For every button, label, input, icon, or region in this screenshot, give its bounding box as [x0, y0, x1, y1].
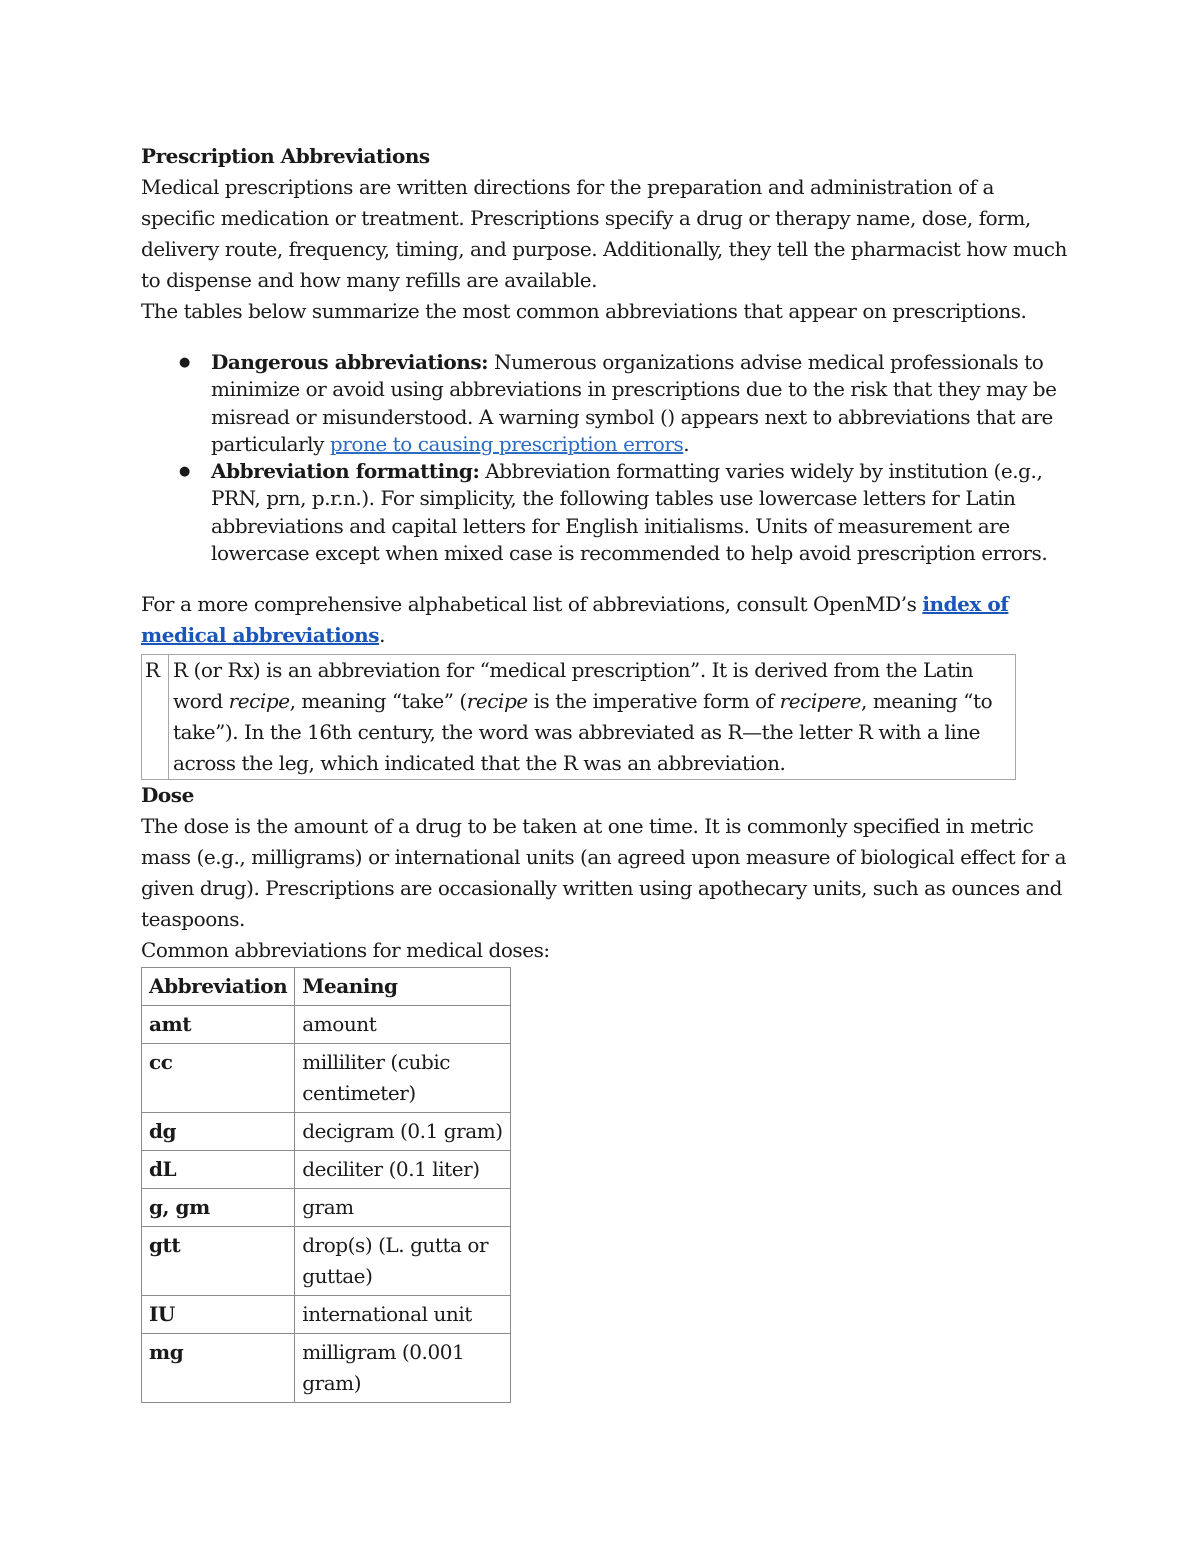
bullet-text: Abbreviation formatting varies widely by institution (e.g., PRN, prn, p.r.n.). For simplicity, the following tables use lowercase letters for Latin abbreviations and capital letters for English initialisms. Units of measurement are lowercase except when mixed case is recommended to help avoid prescription errors. [211, 459, 1048, 566]
meaning-cell: drop(s) (L. gutta or guttae) [295, 1227, 511, 1296]
abbreviation-cell: dg [142, 1113, 295, 1151]
more-info-punct: . [379, 623, 385, 648]
abbreviation-cell: cc [142, 1044, 295, 1113]
summary-paragraph: The tables below summarize the most common abbreviations that appear on prescriptions. [141, 299, 1027, 323]
dose-heading: Dose [141, 783, 194, 808]
rx-symbol: R [142, 655, 169, 780]
abbreviation-cell: g, gm [142, 1189, 295, 1227]
notes-list [141, 349, 1071, 567]
more-info-text: For a more comprehensive alphabetical list of abbreviations, consult OpenMD’s [141, 592, 923, 617]
dose-table [141, 967, 511, 1403]
rx-row [142, 655, 1016, 780]
prescription-errors-link[interactable]: prone to causing prescription errors [329, 431, 684, 456]
bullet-text: Numerous organizations advise medical professionals to minimize or avoid using abbreviations in prescriptions due to the risk that they may be misread or misunderstood. A warning symbol () appears next to abbreviations that are particularly [211, 350, 1057, 456]
page-title: Prescription Abbreviations [141, 144, 430, 168]
table-row [142, 1151, 511, 1189]
table-row [142, 1227, 511, 1296]
column-header-meaning: Meaning [295, 968, 511, 1006]
rx-definition [169, 655, 1016, 780]
abbreviations-index-link[interactable]: index of medical abbreviations [141, 592, 1009, 648]
rx-text: R (or Rx) is an abbreviation for “medical prescription”. It is derived from the Latin word [173, 658, 974, 714]
table-row [142, 1189, 511, 1227]
meaning-cell: gram [295, 1189, 511, 1227]
meaning-cell: milliliter (cubic centimeter) [295, 1044, 511, 1113]
table-row [142, 1296, 511, 1334]
rx-definition-box [141, 654, 1016, 780]
document-content [141, 141, 1071, 1403]
table-row [142, 1006, 511, 1044]
meaning-cell: international unit [295, 1296, 511, 1334]
bullet-punct: . [683, 431, 690, 456]
rx-emphasis: recipe [228, 689, 290, 714]
abbreviation-cell: amt [142, 1006, 295, 1044]
abbreviation-cell: dL [142, 1151, 295, 1189]
rx-text: , meaning “to take”). In the 16th century, the word was abbreviated as R—the letter R with a line across the leg, which indicated that the R was an abbreviation. [173, 689, 993, 776]
bullet-label: Dangerous abbreviations: [211, 350, 489, 374]
table-header-row [142, 968, 511, 1006]
rx-text: is the imperative form of [527, 689, 780, 714]
rx-emphasis: recipere [779, 689, 862, 714]
abbreviation-cell: gtt [142, 1227, 295, 1296]
list-item-formatting [211, 458, 1071, 567]
meaning-cell: decigram (0.1 gram) [295, 1113, 511, 1151]
list-item-dangerous [211, 349, 1071, 458]
meaning-cell: deciliter (0.1 liter) [295, 1151, 511, 1189]
table-row [142, 1044, 511, 1113]
intro-paragraph: Medical prescriptions are written directions for the preparation and administration of a specific medication or treatment. Prescriptions specify a drug or therapy name, dose, form, delivery route, frequency, timing, and purpose. Additionally, they tell the pharmacist how much to dispense and how many refills are available. [141, 175, 1067, 292]
dose-paragraph: The dose is the amount of a drug to be taken at one time. It is commonly specified in metric mass (e.g., milligrams) or international units (an agreed upon measure of biological effect for a given drug). Prescriptions are occasionally written using apothecary units, such as ounces and teaspoons. [141, 814, 1067, 932]
meaning-cell: amount [295, 1006, 511, 1044]
bullet-label: Abbreviation formatting: [211, 459, 480, 484]
table-row [142, 1113, 511, 1151]
abbreviation-cell: IU [142, 1296, 295, 1334]
meaning-cell: milligram (0.001 gram) [295, 1334, 511, 1403]
more-info-paragraph [141, 589, 1071, 651]
rx-emphasis: recipe [466, 689, 528, 714]
table-row [142, 1334, 511, 1403]
abbreviation-cell: mg [142, 1334, 295, 1403]
column-header-abbreviation: Abbreviation [142, 968, 295, 1006]
dose-table-intro: Common abbreviations for medical doses: [141, 938, 550, 963]
rx-text: , meaning “take” ( [289, 689, 467, 714]
